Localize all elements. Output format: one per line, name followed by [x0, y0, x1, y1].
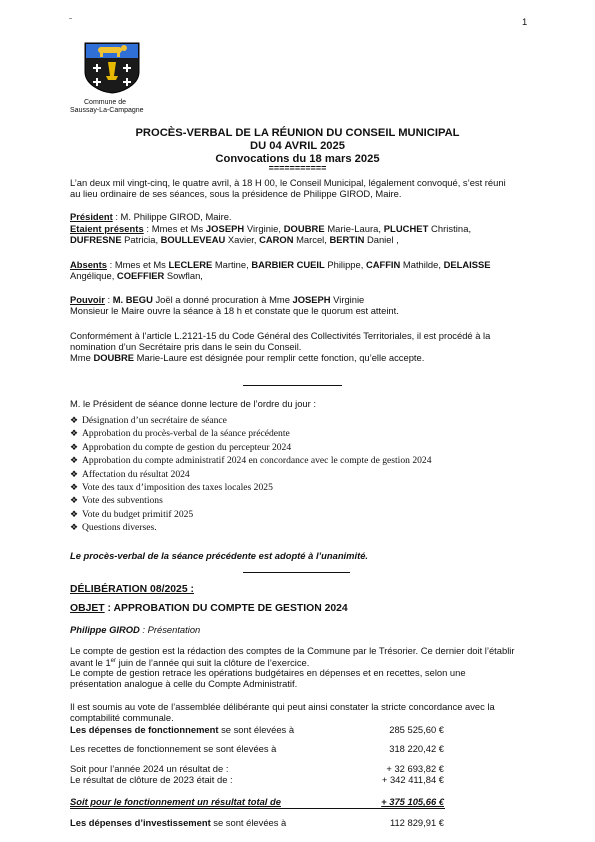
- secretary-text: Marie-Laure est désignée pour remplir cette fonction, qu’elle accepte.: [134, 352, 425, 363]
- member-name: DOUBRE: [283, 223, 325, 234]
- secretary-line-1: Conformément à l’article L.2121-15 du Code Général des Collectivités Territoriales, il est procédé à la: [70, 330, 491, 341]
- superscript: er: [110, 658, 116, 664]
- pouvoir-line: [70, 294, 364, 305]
- member-firstname: Virginie,: [244, 223, 284, 234]
- member-name: JOSEPH: [205, 223, 245, 234]
- member-firstname: Marcel,: [293, 234, 330, 245]
- diamond-bullet-icon: ❖: [70, 441, 79, 452]
- diamond-bullet-icon: ❖: [70, 508, 79, 519]
- title-separator: ===========: [268, 163, 327, 173]
- member-name: COEFFIER: [116, 270, 165, 281]
- member-name: BARBIER CUEIL: [251, 259, 325, 270]
- absent-line-1: [70, 259, 490, 270]
- diamond-bullet-icon: ❖: [70, 495, 79, 506]
- list-item: [70, 414, 432, 427]
- objet-text: : APPROBATION DU COMPTE DE GESTION 2024: [104, 603, 348, 614]
- row-value: 318 220,42 €: [389, 743, 444, 754]
- present-label: Etaient présents: [70, 223, 144, 234]
- member-name: CARON: [259, 234, 294, 245]
- member-firstname: Patricia,: [121, 234, 161, 245]
- table-row: Le résultat de clôture de 2023 était de :: [70, 774, 233, 785]
- agenda-item-label: Désignation d’un secrétaire de séance: [82, 415, 227, 426]
- diamond-bullet-icon: ❖: [70, 482, 79, 493]
- pv-adopted: Le procès-verbal de la séance précédente est adopté à l’unanimité.: [70, 550, 369, 561]
- president-text: : M. Philippe GIROD, Maire.: [112, 211, 232, 222]
- agenda-item-label: Approbation du compte de gestion du percepteur 2024: [82, 441, 292, 453]
- agenda-item-label: Vote des subventions: [82, 495, 163, 507]
- member-name: LECLERE: [168, 259, 213, 270]
- commune-name-line1: Commune de: [84, 99, 127, 106]
- member-name: BOULLEVEAU: [160, 234, 226, 245]
- objet-label: OBJET: [70, 603, 105, 614]
- agenda-item-label: Vote du budget primitif 2025: [82, 508, 194, 520]
- present-line-1: [70, 223, 471, 234]
- member-firstname: Virginie: [330, 294, 365, 305]
- coat-of-arms-logo: [84, 42, 140, 94]
- member-name: M. BEGU: [112, 294, 153, 305]
- list-item: [70, 494, 432, 507]
- para1-line-4: présentation analogue à celle du Compte Administratif.: [70, 678, 298, 689]
- intro-line-1: L’an deux mil vingt-cinq, le quatre avril, à 18 H 00, le Conseil Municipal, légalement convoqué, s’est réuni: [70, 177, 506, 188]
- present-text: : Mmes et Ms: [143, 223, 206, 234]
- agenda-item-label: Questions diverses.: [82, 522, 157, 534]
- secretary-line-3: [70, 352, 424, 363]
- presenter-name: Philippe GIROD: [70, 624, 140, 635]
- member-name: DELAISSE: [443, 259, 491, 270]
- total-underline: [70, 808, 445, 809]
- pouvoir-text: :: [104, 294, 113, 305]
- absent-text: : Mmes et Ms: [107, 259, 169, 270]
- table-row: [70, 817, 286, 828]
- para1-line-3: Le compte de gestion retrace les opérations budgétaires en dépenses et en recettes, selon une: [70, 667, 466, 678]
- pouvoir-text: Joël a donné procuration à Mme: [152, 294, 293, 305]
- member-firstname: Xavier,: [225, 234, 260, 245]
- row-value: + 342 411,84 €: [381, 774, 444, 785]
- row-label: se sont élevées à: [218, 724, 295, 735]
- commune-name-line2: Saussay-La-Campagne: [70, 107, 144, 114]
- para2-line-1: Il est soumis au vote de l’assemblée délibérante qui peut ainsi constater la stricte concordance avec la: [70, 701, 495, 712]
- table-row: [70, 724, 294, 735]
- list-item: [70, 454, 432, 467]
- presenter-role: : Présentation: [139, 624, 201, 635]
- list-item: [70, 441, 432, 454]
- member-firstname: Daniel ,: [364, 234, 399, 245]
- list-item: [70, 521, 432, 534]
- row-value: 112 829,91 €: [389, 817, 444, 828]
- present-line-2: [70, 234, 399, 245]
- row-label-bold: Les dépenses de fonctionnement: [70, 724, 219, 735]
- agenda-item-label: Approbation du compte administratif 2024 en concordance avec le compte de gestion 2024: [82, 455, 432, 467]
- scan-mark: [69, 18, 72, 19]
- member-firstname: Philippe,: [324, 259, 366, 270]
- agenda-item-label: Approbation du procès-verbal de la séance précédente: [82, 428, 290, 440]
- diamond-bullet-icon: ❖: [70, 468, 79, 479]
- row-label-bold: Les dépenses d’investissement: [70, 817, 211, 828]
- pouvoir-label: Pouvoir: [70, 294, 105, 305]
- divider: [243, 385, 342, 386]
- president-line: [70, 211, 232, 222]
- absent-line-2: [70, 270, 203, 281]
- list-item: [70, 508, 432, 521]
- list-item: [70, 468, 432, 481]
- list-item: [70, 427, 432, 440]
- table-row: Les recettes de fonctionnement se sont élevées à: [70, 743, 277, 754]
- para1-line-1: Le compte de gestion est la rédaction des comptes de la Commune par le Trésorier. Ce dernier doit l’établir: [70, 645, 515, 656]
- list-item: [70, 481, 432, 494]
- diamond-bullet-icon: ❖: [70, 428, 79, 439]
- member-name: DUFRESNE: [70, 234, 122, 245]
- secretary-text: Mme: [70, 352, 94, 363]
- diamond-bullet-icon: ❖: [70, 415, 79, 425]
- para-text: juin de l’année qui suit la clôture de l’exercice.: [116, 657, 310, 669]
- document-date: DU 04 AVRIL 2025: [250, 140, 345, 152]
- agenda-item-label: Vote des taux d’imposition des taxes locales 2025: [82, 482, 273, 494]
- presenter-line: [70, 624, 200, 635]
- member-firstname: Martine,: [212, 259, 252, 270]
- deliberation-objet: [70, 603, 348, 614]
- member-firstname: Christina,: [428, 223, 472, 234]
- member-name: DOUBRE: [93, 352, 135, 363]
- member-name: CAFFIN: [365, 259, 401, 270]
- agenda-intro: M. le Président de séance donne lecture de l’ordre du jour :: [70, 398, 316, 409]
- member-name: JOSEPH: [292, 294, 331, 305]
- agenda-item-label: Affectation du résultat 2024: [82, 468, 190, 480]
- member-firstname: Mathilde,: [400, 259, 444, 270]
- diamond-bullet-icon: ❖: [70, 455, 79, 466]
- member-name: PLUCHET: [383, 223, 429, 234]
- table-row: Soit pour l’année 2024 un résultat de :: [70, 763, 229, 774]
- table-row-total: Soit pour le fonctionnement un résultat total de: [70, 796, 281, 807]
- deliberation-number: DÉLIBÉRATION 08/2025 :: [70, 584, 194, 595]
- para2-line-2: comptabilité communale.: [70, 712, 174, 723]
- row-value: 285 525,60 €: [389, 724, 444, 735]
- document-title: PROCÈS-VERBAL DE LA RÉUNION DU CONSEIL MUNICIPAL: [135, 127, 460, 139]
- row-value-total: + 375 105,66 €: [381, 796, 444, 807]
- intro-line-2: au lieu ordinaire de ses séances, sous la présidence de Philippe GIROD, Maire.: [70, 188, 402, 199]
- member-firstname: Angélique,: [70, 270, 117, 281]
- agenda-list: [70, 414, 432, 535]
- row-value: + 32 693,82 €: [386, 763, 444, 774]
- divider: [243, 572, 350, 573]
- member-firstname: Sowflan,: [164, 270, 203, 281]
- page-number: 1: [522, 16, 528, 27]
- president-label: Président: [70, 211, 113, 222]
- absent-label: Absents: [70, 259, 107, 270]
- row-label: se sont élevées à: [210, 817, 287, 828]
- diamond-bullet-icon: ❖: [70, 522, 79, 533]
- secretary-line-2: nomination d’un Secrétaire pris dans le sein du Conseil.: [70, 341, 302, 352]
- opening-line: Monsieur le Maire ouvre la séance à 18 h et constate que le quorum est atteint.: [70, 305, 399, 316]
- convocation-date: Convocations du 18 mars 2025: [215, 153, 380, 165]
- para-text: avant le 1: [70, 657, 111, 669]
- member-firstname: Marie-Laura,: [324, 223, 384, 234]
- member-name: BERTIN: [329, 234, 365, 245]
